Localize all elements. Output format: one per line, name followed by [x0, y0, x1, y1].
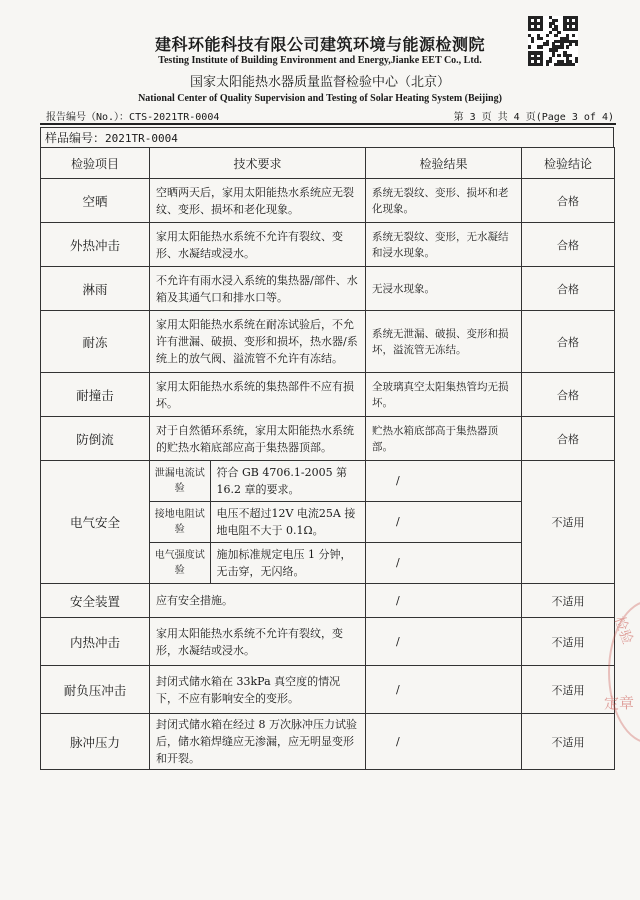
- sub-requirement: 电压不超过12V 电流25A 接地电阻不大于 0.1Ω。: [216, 507, 356, 537]
- row-result: 全玻璃真空太阳集热管均无损坏。: [366, 373, 522, 417]
- row-conclusion: 合格: [522, 311, 615, 373]
- row-result: /: [366, 714, 522, 770]
- row-requirement: 家用太阳能热水系统的集热部件不应有损坏。: [150, 373, 366, 417]
- table-row: [41, 417, 615, 461]
- row-item: 安全装置: [41, 584, 150, 618]
- institute-cn-title: 建科环能科技有限公司建筑环境与能源检测院: [154, 35, 485, 54]
- row-item: 空晒: [41, 179, 150, 223]
- header-requirement: 技术要求: [150, 148, 366, 179]
- table-row: [41, 223, 615, 267]
- red-seal-stamp: [600, 600, 640, 740]
- row-result: /: [366, 618, 522, 666]
- row-conclusion: 合格: [522, 223, 615, 267]
- row-conclusion: 合格: [522, 417, 615, 461]
- qr-code-icon: [528, 16, 578, 66]
- row-requirement: 家用太阳能热水系统不允许有裂纹、变形、水凝结或浸水。: [150, 223, 366, 267]
- row-conclusion: 不适用: [522, 714, 615, 770]
- row-requirement: 应有安全措施。: [150, 584, 366, 618]
- row-item: 防倒流: [41, 417, 150, 461]
- sample-number-row: [40, 127, 614, 147]
- row-item: 电气安全: [41, 461, 150, 584]
- row-result: 系统无裂纹、变形，无水凝结和浸水现象。: [366, 223, 522, 267]
- row-requirement: 家用太阳能热水系统在耐冻试验后，不允许有泄漏、破损、变形和损坏，热水器/系统上的放气阀、溢流管不允许有冻结。: [150, 311, 366, 373]
- sub-requirement: 施加标准规定电压 1 分钟，无击穿，无闪络。: [216, 548, 352, 578]
- row-item: 脉冲压力: [41, 714, 150, 770]
- header-item: 检验项目: [41, 148, 150, 179]
- table-row: [41, 666, 615, 714]
- sub-item-label: 泄漏电流试验: [150, 461, 210, 501]
- center-cn-title: 国家太阳能热水器质量监督检验中心（北京）: [189, 75, 450, 90]
- row-conclusion: 不适用: [522, 618, 615, 666]
- electrical-sub-cell: [150, 543, 366, 584]
- row-requirement: 封闭式储水箱在经过 8 万次脉冲压力试验后，储水箱焊缝应无渗漏，应无明显变形和开裂。: [150, 714, 366, 770]
- row-result: /: [366, 502, 522, 543]
- row-requirement: 对于自然循环系统，家用太阳能热水系统的贮热水箱底部应高于集热器顶部。: [150, 417, 366, 461]
- row-result: /: [366, 584, 522, 618]
- header-conclusion: 检验结论: [522, 148, 615, 179]
- row-item: 耐负压冲击: [41, 666, 150, 714]
- row-result: /: [366, 666, 522, 714]
- header-rule: [40, 123, 616, 125]
- row-result: 无浸水现象。: [366, 267, 522, 311]
- sample-value: 2021TR-0004: [105, 132, 178, 145]
- page-indicator: 第 3 页 共 4 页(Page 3 of 4): [453, 112, 614, 123]
- table-row: [41, 179, 615, 223]
- institute-en-title: Testing Institute of Building Environment and Energy,Jianke EET Co., Ltd.: [158, 55, 482, 66]
- row-conclusion: 合格: [522, 267, 615, 311]
- row-item: 外热冲击: [41, 223, 150, 267]
- table-row: [41, 618, 615, 666]
- row-result: 系统无泄漏、破损、变形和损坏，溢流管无冻结。: [366, 311, 522, 373]
- row-item: 耐撞击: [41, 373, 150, 417]
- sub-item-label: 电气强度试验: [150, 543, 210, 583]
- table-row: [41, 373, 615, 417]
- row-conclusion: 不适用: [522, 666, 615, 714]
- row-result: /: [366, 543, 522, 584]
- report-meta: [46, 108, 614, 124]
- row-conclusion: 合格: [522, 373, 615, 417]
- sub-requirement: 符合 GB 4706.1-2005 第 16.2 章的要求。: [216, 466, 348, 496]
- sub-item-label: 接地电阻试验: [150, 502, 210, 542]
- report-number: 报告编号（No.）：CTS-2021TR-0004: [46, 112, 220, 123]
- center-en-title: National Center of Quality Supervision and Testing of Solar Heating System (Beijing): [138, 93, 502, 104]
- row-item: 耐冻: [41, 311, 150, 373]
- seal-text-top: 检验: [610, 614, 636, 647]
- row-result: /: [366, 461, 522, 502]
- row-requirement: 家用太阳能热水系统不允许有裂纹，变形，水凝结或浸水。: [150, 618, 366, 666]
- row-requirement: 封闭式储水箱在 33kPa 真空度的情况下，不应有影响安全的变形。: [150, 666, 366, 714]
- row-conclusion: 合格: [522, 179, 615, 223]
- row-result: 贮热水箱底部高于集热器顶部。: [366, 417, 522, 461]
- row-item: 淋雨: [41, 267, 150, 311]
- inspection-table: [40, 147, 615, 770]
- row-conclusion: 不适用: [522, 461, 615, 584]
- sample-label: 样品编号：: [45, 131, 106, 145]
- header-result: 检验结果: [366, 148, 522, 179]
- table-row: [41, 267, 615, 311]
- electrical-sub-cell: [150, 502, 366, 543]
- table-row: [41, 311, 615, 373]
- row-requirement: 不允许有雨水浸入系统的集热器/部件、水箱及其通气口和排水口等。: [150, 267, 366, 311]
- row-item: 内热冲击: [41, 618, 150, 666]
- electrical-sub-cell: [150, 461, 366, 502]
- row-conclusion: 不适用: [522, 584, 615, 618]
- table-row-electrical: [41, 461, 615, 502]
- row-requirement: 空晒两天后，家用太阳能热水系统应无裂纹、变形、损坏和老化现象。: [150, 179, 366, 223]
- seal-text-bottom: 定章: [604, 694, 635, 712]
- table-row: [41, 584, 615, 618]
- table-header-row: [41, 148, 615, 179]
- row-result: 系统无裂纹、变形、损坏和老化现象。: [366, 179, 522, 223]
- table-row: [41, 714, 615, 770]
